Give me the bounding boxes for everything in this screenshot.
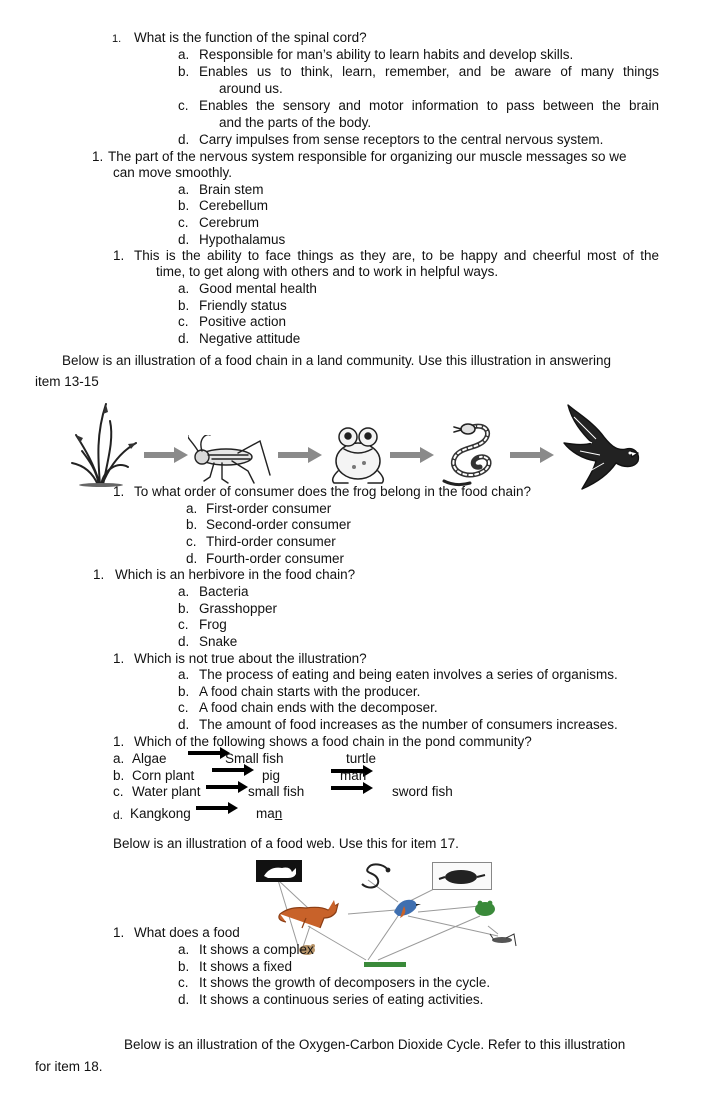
black-arrow-icon (188, 747, 230, 759)
question-number: 1. (113, 248, 125, 263)
question-stem: What does a food (134, 925, 240, 940)
choice-a-item3: turtle (346, 751, 377, 766)
choice-b: A food chain starts with the producer. (199, 684, 421, 699)
choice-a-item2: Small fish (225, 751, 284, 766)
choice-letter: d. (178, 232, 190, 247)
choice-b: Second-order consumer (206, 517, 351, 532)
choice-c-line2: and the parts of the body. (219, 115, 372, 130)
choice-letter: a. (186, 501, 198, 516)
choice-d-item2-part1: ma (256, 806, 275, 821)
choice-d: Carry impulses from sense receptors to the central nervous system. (199, 132, 604, 147)
grass-icon (364, 960, 406, 968)
choice-letter: a. (178, 47, 190, 62)
grasshopper-icon (488, 932, 518, 948)
choice-c-item1: Water plant (132, 784, 201, 799)
choice-letter: c. (178, 975, 189, 990)
question-stem-line2: can move smoothly. (113, 165, 233, 180)
choice-letter: d. (178, 132, 190, 147)
choice-letter: b. (113, 768, 125, 783)
fox-icon (276, 896, 346, 930)
black-arrow-icon (196, 802, 238, 814)
question-number: 1. (113, 925, 125, 940)
choice-letter: b. (178, 64, 190, 79)
choice-letter: c. (178, 98, 189, 113)
choice-letter: c. (178, 700, 189, 715)
black-arrow-icon (206, 781, 248, 793)
question-stem: Which is an herbivore in the food chain? (115, 567, 356, 582)
food-chain-intro-line2: item 13-15 (35, 374, 99, 389)
choice-letter: a. (178, 667, 190, 682)
choice-d: Fourth-order consumer (206, 551, 345, 566)
question-stem: Which is not true about the illustration? (134, 651, 367, 666)
question-stem: To what order of consumer does the frog belong in the food chain? (134, 484, 532, 499)
oxygen-cycle-intro-line1: Below is an illustration of the Oxygen-Carbon Dioxide Cycle. Refer to this illustration (124, 1037, 626, 1052)
choice-c: A food chain ends with the decomposer. (199, 700, 438, 715)
choice-letter: d. (113, 808, 124, 822)
question-number: 1. (93, 567, 105, 582)
frog-icon (326, 423, 388, 485)
choice-letter: b. (178, 684, 190, 699)
eagle-icon (560, 403, 642, 493)
choice-c: It shows the growth of decomposers in the cycle. (199, 975, 491, 990)
choice-d-item1: Kangkong (130, 806, 191, 821)
choice-b: It shows a fixed (199, 959, 293, 974)
choice-c-item3: sword fish (392, 784, 453, 799)
grass-icon (70, 399, 140, 487)
choice-letter: a. (178, 182, 190, 197)
choice-b-item3: man (340, 768, 367, 783)
choice-letter: a. (178, 942, 190, 957)
arrow-icon (144, 447, 188, 463)
choice-c: Cerebrum (199, 215, 260, 230)
choice-letter: c. (113, 784, 124, 799)
choice-d-item2 (256, 806, 282, 823)
snake-icon (436, 419, 506, 489)
choice-b: Grasshopper (199, 601, 278, 616)
choice-letter: c. (186, 534, 197, 549)
choice-c-item2: small fish (248, 784, 305, 799)
choice-letter: d. (178, 331, 190, 346)
choice-d: The amount of food increases as the number of consumers increases. (199, 717, 618, 732)
bird-icon (388, 892, 422, 922)
choice-letter: a. (178, 281, 190, 296)
choice-letter: b. (178, 198, 190, 213)
choice-d: Snake (199, 634, 238, 649)
question-stem-line1: This is the ability to face things as they are, to be happy and cheerful most of the (134, 248, 659, 263)
food-chain-intro-line1: Below is an illustration of a food chain in a land community. Use this illustration in answering (62, 353, 612, 368)
food-web-intro: Below is an illustration of a food web. Use this for item 17. (113, 836, 459, 851)
choice-a: Brain stem (199, 182, 264, 197)
choice-letter: a. (113, 751, 125, 766)
choice-a: The process of eating and being eaten involves a series of organisms. (199, 667, 618, 682)
choice-letter: b. (186, 517, 198, 532)
oxygen-cycle-intro-line2: for item 18. (35, 1059, 103, 1074)
frog-icon (472, 898, 498, 918)
cat-icon (256, 860, 302, 882)
choice-a: First-order consumer (206, 501, 332, 516)
question-number: 1. (113, 734, 125, 749)
mole-icon (432, 862, 492, 890)
snake-icon (358, 862, 394, 890)
food-chain-illustration (60, 395, 650, 495)
choice-c: Third-order consumer (206, 534, 336, 549)
choice-letter: d. (178, 717, 190, 732)
arrow-icon (510, 447, 554, 463)
choice-d-item2-part2: n (274, 806, 283, 821)
choice-a: Good mental health (199, 281, 317, 296)
black-arrow-icon (212, 764, 254, 776)
choice-letter: a. (178, 584, 190, 599)
choice-letter: d. (186, 551, 198, 566)
choice-letter: d. (178, 634, 190, 649)
choice-a: Responsible for man’s ability to learn habits and develop skills. (199, 47, 574, 62)
choice-d: Negative attitude (199, 331, 301, 346)
question-stem: What is the function of the spinal cord? (134, 30, 367, 45)
choice-letter: b. (178, 601, 190, 616)
choice-letter: b. (178, 298, 190, 313)
question-number: 1. (112, 33, 122, 45)
choice-letter: c. (178, 215, 189, 230)
choice-b: Friendly status (199, 298, 287, 313)
arrow-icon (390, 447, 434, 463)
black-arrow-icon (331, 782, 373, 794)
choice-b: Cerebellum (199, 198, 269, 213)
choice-b-line1: Enables us to think, learn, remember, and be aware of many things (199, 64, 659, 79)
choice-c-line1: Enables the sensory and motor information to pass between the brain (199, 98, 659, 113)
choice-b-item1: Corn plant (132, 768, 195, 783)
question-number: 1. (92, 149, 104, 164)
choice-letter: b. (178, 959, 190, 974)
grasshopper-icon (188, 435, 274, 485)
question-stem: Which of the following shows a food chain in the pond community? (134, 734, 532, 749)
choice-a: It shows a complex (199, 942, 314, 957)
choice-d: Hypothalamus (199, 232, 286, 247)
choice-a-item1: Algae (132, 751, 167, 766)
question-number: 1. (113, 484, 125, 499)
choice-b-line2: around us. (219, 81, 283, 96)
choice-a: Bacteria (199, 584, 249, 599)
choice-d: It shows a continuous series of eating activities. (199, 992, 484, 1007)
choice-letter: c. (178, 314, 189, 329)
choice-c: Frog (199, 617, 227, 632)
choice-b-item2: pig (262, 768, 281, 783)
choice-letter: d. (178, 992, 190, 1007)
question-stem-line2: time, to get along with others and to work in helpful ways. (156, 264, 499, 279)
question-number: 1. (113, 651, 125, 666)
choice-letter: c. (178, 617, 189, 632)
choice-c: Positive action (199, 314, 287, 329)
arrow-icon (278, 447, 322, 463)
question-stem-line1: The part of the nervous system responsible for organizing our muscle messages so we (108, 149, 627, 164)
